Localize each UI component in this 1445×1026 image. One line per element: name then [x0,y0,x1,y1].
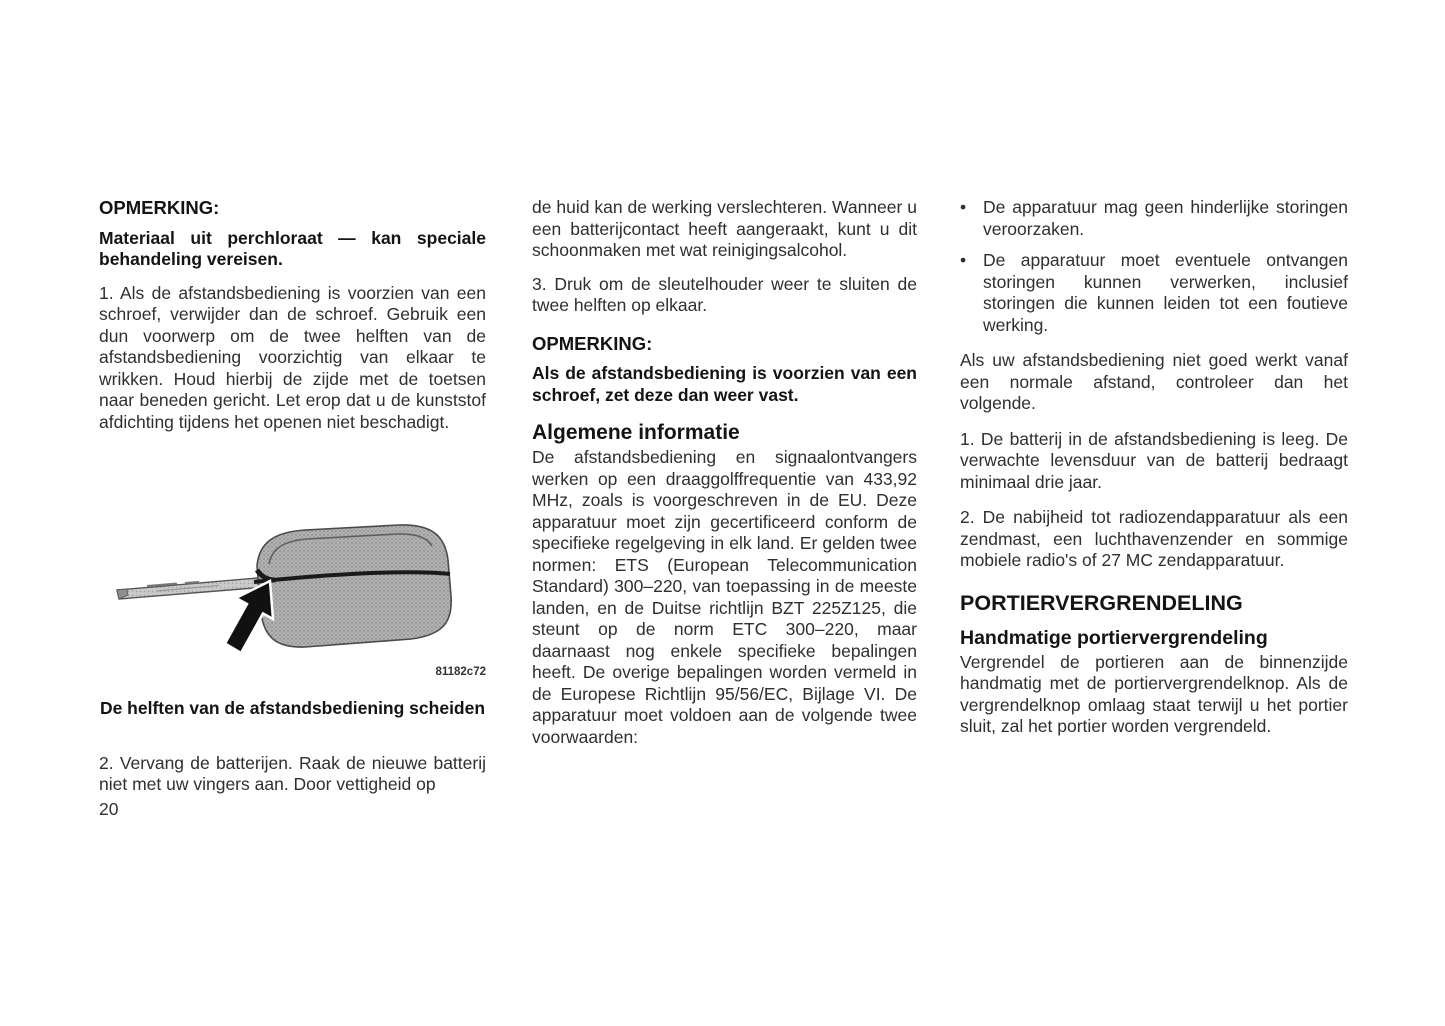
troubleshoot-intro: Als uw afstandsbediening niet goed werkt vanaf een normale afstand, controleer dan het volgende. [960,350,1348,413]
main-heading-door-locks: PORTIERVERGRENDELING [960,590,1243,615]
manual-door-locks-body: Vergrendel de portieren aan de binnenzijde handmatig met de portiervergrendelknop. Als de vergrendelknop omlaag staat terwijl u het portier sluit, zal het portier worden vergrendeld. [960,651,1348,736]
troubleshoot-item-1: 1. De batterij in de afstandsbediening is leeg. De verwachte levensduur van de batterij bedraagt minimaal drie jaar. [960,428,1348,492]
bullet-text: De apparatuur mag geen hinderlijke storingen veroorzaken. [983,197,1348,239]
note-bold-text: Materiaal uit perchloraat — kan speciale behandeling vereisen. [99,227,486,269]
sub-heading-manual-door-locks: Handmatige portiervergrendeling [960,626,1268,649]
note-label: OPMERKING: [532,332,653,354]
troubleshoot-item-2: 2. De nabijheid tot radiozendapparatuur als een zendmast, een luchthavenzender en sommige mobiele radio's of 27 MC zendapparatuur. [960,507,1348,570]
bullet-item [960,250,1348,336]
column-middle [532,197,917,748]
page-number: 20 [99,799,119,819]
section-heading-general-info: Algemene informatie [532,421,740,444]
column-left [99,197,486,433]
bullet-icon: • [960,250,967,270]
fob-body [254,525,451,647]
continuation-paragraph: de huid kan de werking verslechteren. Wanneer u een batterijcontact heeft aangeraakt, kunt u dit schoonmaken met wat reinigingsalcohol. [532,197,917,260]
key-fob-figure [99,518,486,668]
general-info-body: De afstandsbediening en signaalontvangers werken op een draaggolffrequentie van 433,92 MHz, zoals is voorgeschreven in de EU. Deze apparatuur moet zijn gecertificeerd conform de specifieke regelgeving in elk land. Er gelden twee normen: ETS (European Telecommunication Standard) 300–220, van toepassing in de meeste landen, en de Duitse richtlijn BZT 225Z125, die steunt op de norm ETC 300–220, maar daarnaast nog enkele specifieke bepalingen heeft. De overige bepalingen worden vermeld in de Europese Richtlijn 95/56/EC, Bijlage VI. De apparatuur moet voldoen aan de volgende twee voorwaarden: [532,447,917,747]
bullet-item [960,197,1348,240]
figure-code: 81182c72 [435,666,486,678]
bullet-icon: • [960,197,967,217]
note-bold-text: Als de afstandsbediening is voorzien van een schroef, zet deze dan weer vast. [532,363,917,405]
step-3-paragraph: 3. Druk om de sleutelhouder weer te sluiten de twee helften op elkaar. [532,273,917,315]
figure-caption: De helften van de afstandsbediening scheiden [99,698,486,718]
bullet-text: De apparatuur moet eventuele ontvangen storingen kunnen verwerken, inclusief storingen die kunnen leiden tot een foutieve werking. [983,250,1348,335]
note-label: OPMERKING: [99,197,220,218]
key-fob-illustration [99,518,486,668]
step-2-paragraph: 2. Vervang de batterijen. Raak de nieuwe batterij niet met uw vingers aan. Door vettigheid op [99,752,486,794]
step-1-paragraph: 1. Als de afstandsbediening is voorzien van een schroef, verwijder dan de schroef. Gebruik een dun voorwerp om de twee helften van de afstandsbediening voorzichtig van elkaar te wrikken. Houd hierbij de zijde met de toetsen naar beneden gericht. Let erop dat u de kunststof afdichting tijdens het openen niet beschadigt. [99,282,486,432]
column-right [960,197,1348,738]
